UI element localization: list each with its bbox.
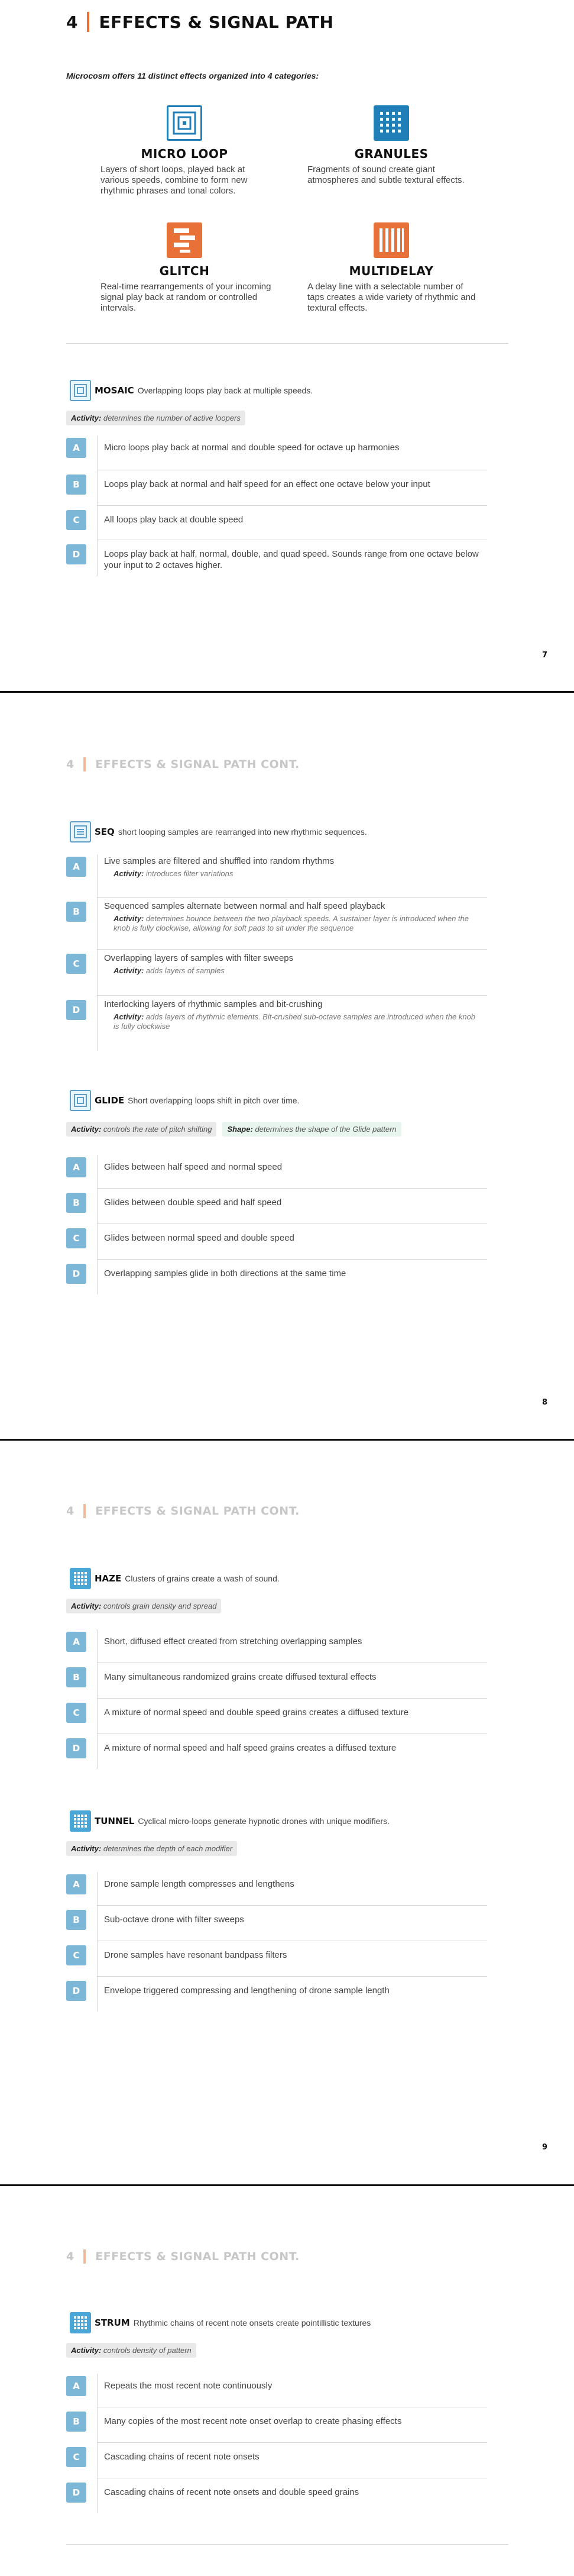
option-row xyxy=(66,474,487,510)
option-row xyxy=(66,1703,487,1738)
option-row xyxy=(66,902,487,954)
option-letter-badge: A xyxy=(66,2376,86,2396)
option-text xyxy=(104,999,482,1031)
chapter-title: EFFECTS & SIGNAL PATH CONT. xyxy=(95,2250,300,2263)
seq-icon xyxy=(70,821,91,842)
strum-heading xyxy=(70,2312,371,2333)
option-row xyxy=(66,544,487,579)
option-letter-badge: B xyxy=(66,2412,86,2432)
header-accent-bar xyxy=(83,757,86,771)
option-activity: Activity: introduces filter variations xyxy=(113,869,234,878)
option-description: Live samples are filtered and shuffled into random rhythms xyxy=(104,856,335,866)
chapter-header xyxy=(66,12,333,32)
chapter-number: 4 xyxy=(66,758,74,771)
category-micro-loop xyxy=(96,105,273,196)
option-row xyxy=(66,857,487,902)
glide-heading xyxy=(70,1090,299,1111)
option-description: Many simultaneous randomized grains create diffused textural effects xyxy=(104,1672,377,1682)
option-text xyxy=(104,1878,482,1890)
option-row xyxy=(66,1981,487,2014)
option-row xyxy=(66,1157,487,1193)
option-text xyxy=(104,442,482,453)
option-text xyxy=(104,856,482,879)
option-description: Glides between half speed and normal speed xyxy=(104,1162,283,1172)
activity-tag: Activity: controls grain density and spread xyxy=(66,1599,221,1613)
option-row xyxy=(66,2447,487,2483)
option-text xyxy=(104,953,482,976)
option-description: Drone sample length compresses and lengthens xyxy=(104,1879,294,1889)
option-text xyxy=(104,1985,482,1996)
option-divider xyxy=(97,949,487,950)
option-separator xyxy=(97,998,98,1051)
effect-desc: short looping samples are rearranged into new rhythmic sequences. xyxy=(118,827,367,837)
option-row xyxy=(66,1000,487,1053)
option-letter-badge: C xyxy=(66,954,86,974)
chapter-header xyxy=(66,1504,300,1518)
option-row xyxy=(66,1667,487,1703)
option-description: A mixture of normal speed and double speed grains creates a diffused texture xyxy=(104,1707,409,1718)
option-separator xyxy=(97,508,98,542)
option-description: Overlapping samples glide in both directions at the same time xyxy=(104,1268,346,1279)
option-description: Short, diffused effect created from stretching overlapping samples xyxy=(104,1636,362,1647)
effect-name: SEQ xyxy=(95,827,115,837)
option-row xyxy=(66,1264,487,1297)
haze-icon xyxy=(70,1568,91,1589)
tunnel-icon xyxy=(70,1810,91,1832)
chapter-number: 4 xyxy=(66,2250,74,2263)
chapter-header xyxy=(66,757,300,771)
chapter-number: 4 xyxy=(66,1505,74,1518)
option-separator xyxy=(97,472,98,508)
option-description: Interlocking layers of rhythmic samples and bit-crushing xyxy=(104,999,323,1009)
option-separator xyxy=(97,1872,98,1907)
tunnel-activity xyxy=(66,1841,237,1856)
option-divider xyxy=(97,1188,487,1189)
option-separator xyxy=(97,1226,98,1261)
section-divider xyxy=(66,343,508,344)
option-row xyxy=(66,1874,487,1910)
option-description: Cascading chains of recent note onsets and double speed grains xyxy=(104,2487,359,2497)
option-letter-badge: B xyxy=(66,1193,86,1213)
option-text xyxy=(104,514,482,525)
chapter-header xyxy=(66,2249,300,2264)
category-desc: Real-time rearrangements of your incoming signal play back at random or controlled intervals. xyxy=(100,282,271,313)
option-letter-badge: A xyxy=(66,438,86,458)
option-description: All loops play back at double speed xyxy=(104,515,244,525)
strum-activity xyxy=(66,2343,196,2358)
option-row xyxy=(66,1945,487,1981)
option-letter-badge: D xyxy=(66,1738,86,1758)
option-letter-badge: B xyxy=(66,1910,86,1930)
option-letter-badge: B xyxy=(66,474,86,495)
option-letter-badge: C xyxy=(66,1703,86,1723)
option-text xyxy=(104,900,482,933)
activity-tag: Activity: determines the number of active loopers xyxy=(66,411,245,425)
mosaic-icon xyxy=(70,380,91,401)
option-separator xyxy=(97,854,98,899)
option-row xyxy=(66,2483,487,2516)
option-separator xyxy=(97,899,98,951)
micro-loop-icon xyxy=(167,105,202,141)
category-title: MULTIDELAY xyxy=(349,264,434,278)
option-text xyxy=(104,1949,482,1961)
glide-activity xyxy=(66,1122,401,1137)
page-number: 7 xyxy=(541,651,547,660)
option-description: Glides between normal speed and double speed xyxy=(104,1233,294,1243)
category-desc: Fragments of sound create giant atmospheres and subtle textural effects. xyxy=(307,164,465,185)
option-letter-badge: D xyxy=(66,544,86,564)
option-text xyxy=(104,2451,482,2462)
option-text xyxy=(104,1742,482,1754)
activity-tag: Activity: determines the depth of each modifier xyxy=(66,1841,237,1856)
effect-name: MOSAIC xyxy=(95,385,134,396)
option-row xyxy=(66,1193,487,1228)
option-description: Overlapping layers of samples with filter sweeps xyxy=(104,953,294,963)
option-description: Loops play back at normal and half speed for an effect one octave below your input xyxy=(104,479,430,489)
option-text xyxy=(104,2487,482,2498)
option-description: Sequenced samples alternate between normal and half speed playback xyxy=(104,901,385,911)
option-separator xyxy=(97,1665,98,1700)
category-granules xyxy=(303,105,480,186)
strum-icon xyxy=(70,2312,91,2333)
option-description: Sub-octave drone with filter sweeps xyxy=(104,1915,244,1925)
option-divider xyxy=(97,1905,487,1906)
activity-tag: Activity: controls the rate of pitch shifting xyxy=(66,1122,216,1137)
option-separator xyxy=(97,951,98,998)
header-accent-bar xyxy=(83,1504,86,1518)
option-text xyxy=(104,1197,482,1208)
option-separator xyxy=(97,2409,98,2445)
page-break xyxy=(0,691,574,693)
option-divider xyxy=(97,505,487,506)
shape-tag: Shape: determines the shape of the Glide pattern xyxy=(222,1122,401,1137)
page-number: 8 xyxy=(541,1398,547,1407)
option-letter-badge: C xyxy=(66,510,86,530)
option-description: Repeats the most recent note continuously xyxy=(104,2381,273,2391)
option-description: Loops play back at half, normal, double, and quad speed. Sounds range from one octave below your input to 2 octaves higher. xyxy=(104,549,479,570)
option-divider xyxy=(97,2442,487,2443)
category-title: MICRO LOOP xyxy=(141,147,228,161)
option-divider xyxy=(97,995,487,996)
option-activity: Activity: determines bounce between the two playback speeds. A sustainer layer is introduced when the knob is fully clockwise, allowing for soft pads to sit under the sequence xyxy=(113,914,469,932)
option-text xyxy=(104,1914,482,1925)
intro-text: Microcosm offers 11 distinct effects organized into 4 categories: xyxy=(66,71,319,80)
option-description: Cascading chains of recent note onsets xyxy=(104,2452,260,2462)
effect-desc: Clusters of grains create a wash of sound. xyxy=(125,1574,280,1583)
option-description: Drone samples have resonant bandpass filters xyxy=(104,1950,287,1960)
tunnel-heading xyxy=(70,1810,390,1832)
effect-name: TUNNEL xyxy=(95,1816,135,1826)
option-row xyxy=(66,510,487,544)
option-letter-badge: D xyxy=(66,1981,86,2001)
option-description: Many copies of the most recent note onset overlap to create phasing effects xyxy=(104,2416,402,2426)
effect-desc: Cyclical micro-loops generate hypnotic drones with unique modifiers. xyxy=(138,1816,390,1826)
effect-desc: Rhythmic chains of recent note onsets create pointillistic textures xyxy=(133,2318,371,2328)
option-separator xyxy=(97,1907,98,1943)
option-letter-badge: D xyxy=(66,1000,86,1020)
option-letter-badge: A xyxy=(66,1632,86,1652)
page-break xyxy=(0,2184,574,2186)
category-glitch xyxy=(96,222,273,314)
option-text xyxy=(104,1161,482,1173)
chapter-title: EFFECTS & SIGNAL PATH CONT. xyxy=(95,758,300,771)
option-separator xyxy=(97,1155,98,1190)
option-row xyxy=(66,1228,487,1264)
option-separator xyxy=(97,435,98,472)
category-title: GLITCH xyxy=(159,264,210,278)
chapter-title: EFFECTS & SIGNAL PATH xyxy=(99,12,334,32)
option-row xyxy=(66,1632,487,1667)
category-desc: A delay line with a selectable number of taps creates a wide variety of rhythmic and textural effects. xyxy=(307,282,476,313)
header-accent-bar xyxy=(83,2249,86,2264)
option-separator xyxy=(97,1700,98,1736)
option-divider xyxy=(97,897,487,898)
effect-name: HAZE xyxy=(95,1573,122,1584)
option-text xyxy=(104,1707,482,1718)
seq-heading xyxy=(70,821,367,842)
option-letter-badge: D xyxy=(66,1264,86,1284)
section-divider xyxy=(66,2544,508,2545)
option-text xyxy=(104,1636,482,1647)
option-row xyxy=(66,954,487,1000)
option-description: Micro loops play back at normal and double speed for octave up harmonies xyxy=(104,443,400,453)
multidelay-icon xyxy=(374,222,409,258)
effect-desc: Overlapping loops play back at multiple speeds. xyxy=(137,386,313,395)
option-separator xyxy=(97,1629,98,1665)
option-separator xyxy=(97,1190,98,1226)
option-letter-badge: A xyxy=(66,857,86,877)
option-row xyxy=(66,438,487,474)
page-break xyxy=(0,1439,574,1441)
option-row xyxy=(66,2412,487,2447)
option-divider xyxy=(97,1976,487,1977)
activity-tag: Activity: controls density of pattern xyxy=(66,2343,196,2358)
option-separator xyxy=(97,1736,98,1769)
option-divider xyxy=(97,1698,487,1699)
option-activity: Activity: adds layers of samples xyxy=(113,966,225,975)
option-separator xyxy=(97,2374,98,2409)
option-letter-badge: A xyxy=(66,1874,86,1894)
option-row xyxy=(66,1738,487,1771)
mosaic-activity xyxy=(66,411,245,425)
effect-desc: Short overlapping loops shift in pitch over time. xyxy=(128,1096,300,1105)
option-separator xyxy=(97,2445,98,2480)
glitch-icon xyxy=(167,222,202,258)
option-text xyxy=(104,1671,482,1683)
haze-heading xyxy=(70,1568,280,1589)
option-letter-badge: B xyxy=(66,902,86,922)
option-row xyxy=(66,1910,487,1945)
option-text xyxy=(104,1268,482,1279)
option-letter-badge: A xyxy=(66,1157,86,1177)
option-activity: Activity: adds layers of rhythmic elements. Bit-crushed sub-octave samples are introduced when the knob is fully clockwise xyxy=(113,1012,476,1031)
option-letter-badge: C xyxy=(66,2447,86,2467)
option-description: Glides between double speed and half speed xyxy=(104,1197,282,1208)
option-separator xyxy=(97,1261,98,1295)
option-description: Envelope triggered compressing and lengthening of drone sample length xyxy=(104,1986,390,1996)
header-accent-bar xyxy=(87,12,89,32)
option-separator xyxy=(97,1978,98,2012)
option-text xyxy=(104,1232,482,1244)
option-separator xyxy=(97,1943,98,1978)
category-title: GRANULES xyxy=(354,147,429,161)
option-text xyxy=(104,479,482,490)
chapter-title: EFFECTS & SIGNAL PATH CONT. xyxy=(95,1505,300,1518)
glide-icon xyxy=(70,1090,91,1111)
option-letter-badge: D xyxy=(66,2483,86,2503)
chapter-number: 4 xyxy=(66,12,78,32)
category-desc: Layers of short loops, played back at various speeds, combine to form new rhythmic phrases and tonal colors. xyxy=(100,164,248,196)
option-row xyxy=(66,2376,487,2412)
haze-activity xyxy=(66,1599,221,1613)
mosaic-heading xyxy=(70,380,313,401)
option-text xyxy=(104,2380,482,2391)
option-divider xyxy=(97,1259,487,1260)
option-description: A mixture of normal speed and half speed grains creates a diffused texture xyxy=(104,1743,397,1753)
option-letter-badge: C xyxy=(66,1228,86,1248)
option-letter-badge: C xyxy=(66,1945,86,1965)
category-multidelay xyxy=(303,222,480,314)
option-separator xyxy=(97,542,98,576)
effect-name: STRUM xyxy=(95,2317,130,2328)
page-number: 9 xyxy=(541,2143,547,2152)
option-letter-badge: B xyxy=(66,1667,86,1687)
option-separator xyxy=(97,2480,98,2513)
option-text xyxy=(104,2416,482,2427)
effect-name: GLIDE xyxy=(95,1095,125,1106)
option-text xyxy=(104,548,482,571)
granules-icon xyxy=(374,105,409,141)
